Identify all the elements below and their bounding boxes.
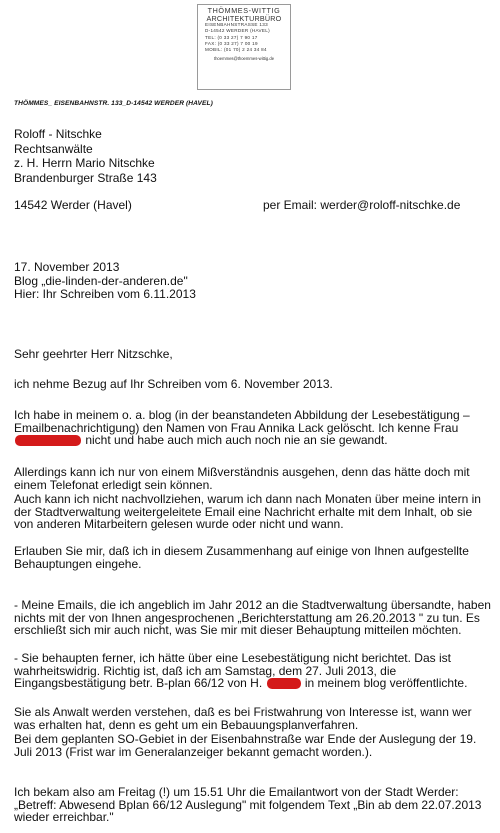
- recipient-city: 14542 Werder (Havel): [14, 198, 132, 212]
- letterhead-email: thoemmes@thoemmes-wittig.de: [213, 56, 275, 62]
- letterhead-logo: [197, 4, 291, 90]
- recipient-email: per Email: werder@roloff-nitschke.de: [263, 198, 461, 212]
- letterhead-mobil: MOBIL: (01 70) 2 24 34 84: [205, 46, 267, 52]
- subject-line-2: Hier: Ihr Schreiben vom 6.11.2013: [14, 287, 196, 301]
- paragraph-10: Ich bekam also am Freitag (!) um 15.51 Uhr die Emailantwort von der Stadt Werder: „Betreff: Abwesend Bplan 66/12 Auslegung" mit folgendem Text „Bin ab dem 22.07.2013 wieder erreichbar.": [14, 785, 482, 825]
- recipient-line-3: z. H. Herrn Mario Nitschke: [14, 156, 155, 170]
- recipient-line-4: Brandenburger Straße 143: [14, 170, 157, 185]
- recipient-line-1: Roloff - Nitschke: [14, 127, 102, 141]
- sender-line: THÖMMES_ EISENBAHNSTR. 133_D-14542 WERDER (HAVEL): [14, 100, 213, 107]
- letterhead-tel: TEL: (0 33 27) 7 90 17: [205, 34, 258, 40]
- paragraph-9: Bei dem geplanten SO-Gebiet in der Eisenbahnstraße war Ende der Auslegung der 19. Juli 2013 (Frist war im Generalanzeiger bekannt gemacht worden.).: [14, 732, 477, 759]
- paragraph-3: Allerdings kann ich nur von einem Mißverständnis ausgehen, denn das hätte doch mit einem Telefonat erledigt sein können.: [14, 465, 470, 492]
- redaction-mark: [15, 435, 81, 446]
- paragraph-2-text-a: Ich habe in meinem o. a. blog (in der beanstandeten Abbildung der Lesebestätigung – Emailbenachrichtigung) den Namen von Frau Annika Lack gelöscht. Ich kenne Frau: [14, 408, 470, 435]
- recipient-address: [14, 127, 157, 185]
- recipient-line-2: Rechtsanwälte: [14, 141, 93, 156]
- letter-date: 17. November 2013: [14, 260, 120, 274]
- letterhead-bureau: ARCHITEKTURBÜRO: [206, 13, 282, 23]
- letterhead-name: THÖMMES-WITTIG: [207, 6, 281, 15]
- paragraph-2: [14, 409, 494, 447]
- paragraph-1: ich nehme Bezug auf Ihr Schreiben vom 6. November 2013.: [14, 377, 333, 391]
- letterhead-zip-city: D-14542 WERDER (HAVEL): [205, 28, 270, 34]
- salutation: Sehr geehrter Herr Nitzschke,: [14, 347, 173, 361]
- paragraph-6: - Meine Emails, die ich angeblich im Jahr 2012 an die Stadtverwaltung übersandte, haben nichts mit der von Ihnen angesprochenen „Berichterstattung am 26.20.2013 " zu tun. Es erschließt sich mir auch nicht, was Sie mir mit dieser Behauptung mitteilen möchten.: [14, 598, 491, 638]
- date-subject-block: [14, 261, 196, 302]
- paragraph-7-text-b: in meinem blog veröffentlichte.: [304, 676, 468, 691]
- redaction-mark: [267, 678, 301, 689]
- paragraph-4: Auch kann ich nicht nachvollziehen, warum ich dann nach Monaten über meine intern in der Stadtverwaltung weitergeleitete Email eine Nachricht erhalte mit dem Inhalt, ob sie von anderen Mitarbeitern gelesen wurde oder nicht und wann.: [14, 492, 481, 532]
- subject-line-1: Blog „die-linden-der-anderen.de": [14, 273, 188, 288]
- paragraph-7: [14, 652, 494, 690]
- paragraph-2-text-b: nicht und habe auch mich auch noch nie an sie gewandt.: [85, 433, 388, 448]
- letterhead-street: EISENBAHNSTRASSE 133: [205, 22, 268, 28]
- letterhead-fax: FAX: (0 33 27) 7 00 19: [205, 40, 258, 46]
- paragraph-7-text-a: - Sie behaupten ferner, ich hätte über eine Lesebestätigung nicht berichtet. Das ist wahrheitswidrig. Richtig ist, daß ich am Samstag, dem 27. Juli 2013, die Eingangsbestätigung betr. B-plan 66/12 von H.: [14, 651, 451, 691]
- paragraph-8: Sie als Anwalt werden verstehen, daß es bei Fristwahrung von Interesse ist, wann wer was erhalten hat, denn es geht um ein Bebauungsplanverfahren.: [14, 705, 472, 732]
- paragraph-5: Erlauben Sie mir, daß ich in diesem Zusammenhang auf einige von Ihnen aufgestellte Behauptungen eingehe.: [14, 544, 469, 571]
